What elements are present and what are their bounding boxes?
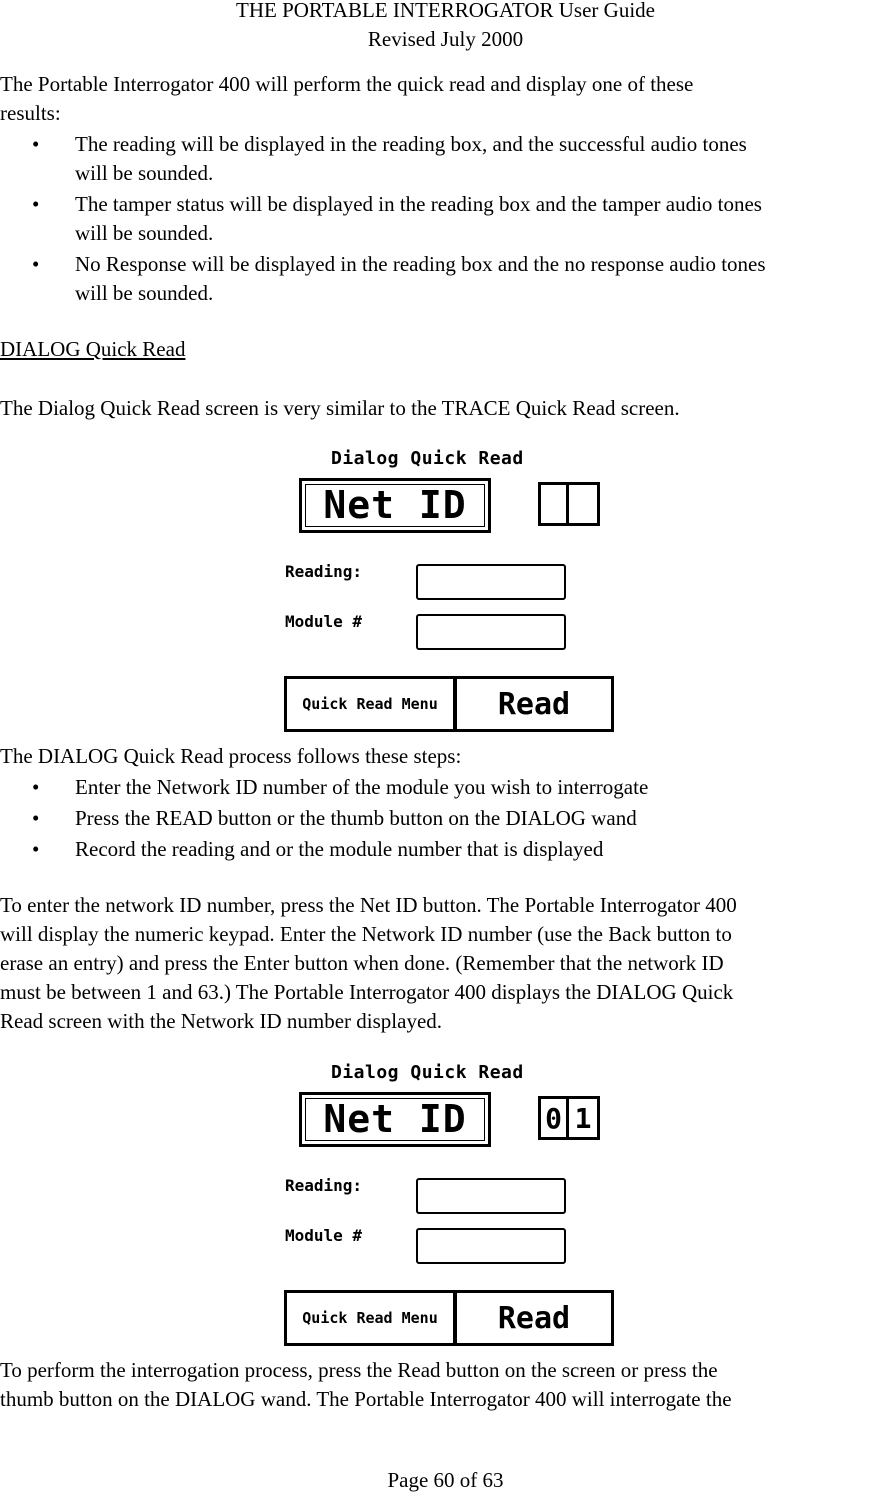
- paragraph-line: will display the numeric keypad. Enter the Network ID number (use the Back button to: [0, 922, 732, 946]
- reading-field: [416, 564, 566, 600]
- intro-paragraph: [0, 70, 891, 128]
- header-title: THE PORTABLE INTERROGATOR User Guide: [236, 0, 655, 22]
- paragraph-line: Read screen with the Network ID number displayed.: [0, 1009, 443, 1033]
- intro-line-1: The Portable Interrogator 400 will perform the quick read and display one of these: [0, 72, 694, 96]
- list-item-text: The reading will be displayed in the reading box, and the successful audio tones: [75, 132, 747, 156]
- net-id-label: Net ID: [323, 1097, 467, 1141]
- module-label: Module #: [285, 612, 363, 631]
- net-id-label: Net ID: [323, 483, 467, 527]
- list-item: [0, 804, 891, 833]
- reading-label: Reading:: [285, 562, 363, 581]
- paragraph-line: erase an entry) and press the Enter button when done. (Remember that the network ID: [0, 951, 724, 975]
- bullet-icon: •: [32, 192, 40, 216]
- quick-read-menu-button[interactable]: Quick Read Menu: [287, 1293, 455, 1343]
- screen-title: Dialog Quick Read: [331, 1062, 524, 1083]
- list-item: [0, 190, 891, 248]
- screen-title: Dialog Quick Read: [331, 448, 524, 469]
- digit-box-1: 0: [538, 1096, 569, 1140]
- list-item: [0, 250, 891, 308]
- net-id-button[interactable]: [299, 478, 491, 533]
- list-item-text: Enter the Network ID number of the module you wish to interrogate: [75, 775, 649, 799]
- dialog-quick-read-screen-empty: [283, 448, 618, 733]
- list-item: [0, 835, 891, 864]
- paragraph-1: The Dialog Quick Read screen is very similar to the TRACE Quick Read screen.: [0, 396, 680, 420]
- digit-box-2: [569, 482, 600, 526]
- dialog-quick-read-screen-with-id: [283, 1062, 618, 1347]
- read-button[interactable]: Read: [455, 679, 611, 729]
- screen-button-bar: [284, 1290, 614, 1346]
- read-button[interactable]: Read: [455, 1293, 611, 1343]
- list-item-text: Record the reading and or the module number that is displayed: [75, 837, 604, 861]
- reading-field: [416, 1178, 566, 1214]
- list-item-text: will be sounded.: [75, 161, 214, 185]
- paragraph-line: To perform the interrogation process, press the Read button on the screen or press the: [0, 1358, 718, 1382]
- intro-line-2: results:: [0, 101, 61, 125]
- bullet-icon: •: [32, 132, 40, 156]
- net-id-button[interactable]: [299, 1092, 491, 1147]
- digit-box-1: [538, 482, 569, 526]
- module-label: Module #: [285, 1226, 363, 1245]
- paragraph-line: To enter the network ID number, press the Net ID button. The Portable Interrogator 400: [0, 893, 737, 917]
- list-item-text: will be sounded.: [75, 221, 214, 245]
- bullet-icon: •: [32, 775, 40, 799]
- list-item: [0, 773, 891, 802]
- paragraph-3: [0, 1356, 891, 1414]
- steps-intro: The DIALOG Quick Read process follows these steps:: [0, 744, 462, 768]
- reading-label: Reading:: [285, 1176, 363, 1195]
- bullet-icon: •: [32, 837, 40, 861]
- results-list: [0, 130, 891, 308]
- module-field: [416, 614, 566, 650]
- screen-button-bar: [284, 676, 614, 732]
- list-item-text: No Response will be displayed in the reading box and the no response audio tones: [75, 252, 766, 276]
- network-id-display: [538, 482, 600, 526]
- page-header: [0, 0, 891, 54]
- list-item-text: will be sounded.: [75, 281, 214, 305]
- digit-box-2: 1: [569, 1096, 600, 1140]
- list-item-text: Press the READ button or the thumb button on the DIALOG wand: [75, 806, 637, 830]
- list-item-text: The tamper status will be displayed in the reading box and the tamper audio tones: [75, 192, 762, 216]
- list-item: [0, 130, 891, 188]
- section-heading: DIALOG Quick Read: [0, 337, 186, 361]
- paragraph-2: [0, 891, 891, 1036]
- paragraph-line: must be between 1 and 63.) The Portable Interrogator 400 displays the DIALOG Quick: [0, 980, 734, 1004]
- steps-list: [0, 773, 891, 864]
- bullet-icon: •: [32, 806, 40, 830]
- network-id-display: [538, 1096, 600, 1140]
- module-field: [416, 1228, 566, 1264]
- page-number: Page 60 of 63: [387, 1468, 504, 1492]
- quick-read-menu-button[interactable]: Quick Read Menu: [287, 679, 455, 729]
- header-revision: Revised July 2000: [367, 27, 524, 51]
- bullet-icon: •: [32, 252, 40, 276]
- paragraph-line: thumb button on the DIALOG wand. The Portable Interrogator 400 will interrogate the: [0, 1387, 732, 1411]
